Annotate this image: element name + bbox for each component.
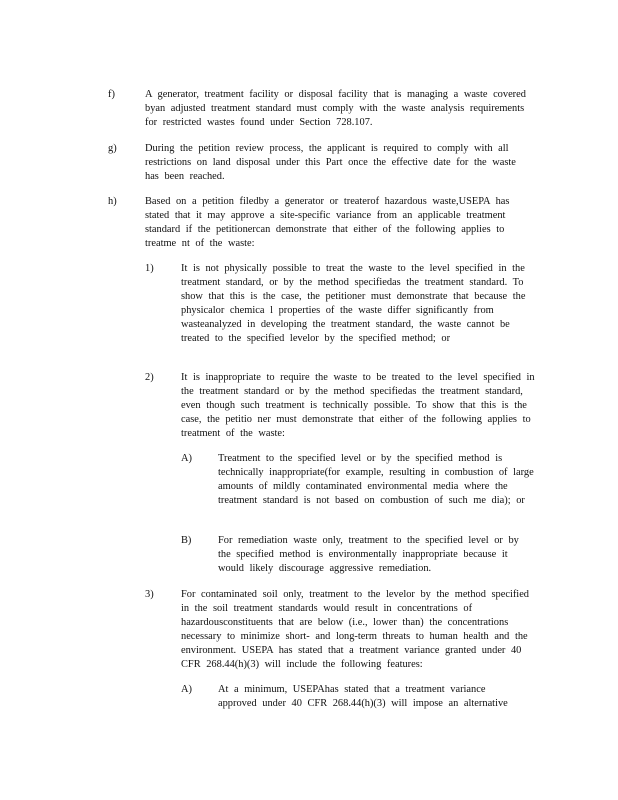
- paragraph-h-1-label: 1): [145, 263, 154, 274]
- paragraph-f-text: A generator, treatment facility or disposal facility that is managing a waste covered byan adjusted treatment standard must comply with the waste analysis requirements for restricted wastes found under Section 728.107.: [145, 89, 526, 128]
- paragraph-g-label: g): [108, 143, 117, 154]
- paragraph-f-label: f): [108, 89, 115, 100]
- paragraph-h-2-text: It is inappropriate to require the waste to be treated to the level specified in the treatment standard or by the method specifiedas the treatment standard, even though such treatment is technically possible. To show that this is the case, the petitio ner must demonstrate that either of the following applies to treatment of the waste:: [181, 372, 535, 439]
- paragraph-g-text: During the petition review process, the applicant is required to comply with all restrictions on land disposal under this Part once the effective date for the waste has been reached.: [145, 143, 516, 182]
- paragraph-h-1-text: It is not physically possible to treat the waste to the level specified in the treatment standard, or by the method specifiedas the treatment standard. To show that this is the case, the petitioner must demonstrate that because the physicalor chemica l properties of the waste differ significantly from wasteanalyzed in developing the treatment standard, the waste cannot be treated to the specified levelor by the specified method; or: [181, 263, 526, 344]
- paragraph-h-2-b-text: For remediation waste only, treatment to the specified level or by the specified method is environmentally inappropriate because it would likely discourage aggressive remediation.: [218, 535, 519, 574]
- paragraph-h-2-a-text: Treatment to the specified level or by the specified method is technically inappropriate(for example, resulting in combustion of large amounts of mildly contaminated environmental media where the treatment standard is not based on combustion of such me dia); or: [218, 453, 534, 506]
- paragraph-h-3-a-label: A): [181, 684, 192, 695]
- paragraph-h-text: Based on a petition filedby a generator or treaterof hazardous waste,USEPA has stated that it may approve a site-specific variance from an applicable treatment standard if the petitionercan demonstrate that either of the following applies to treatme nt of the waste:: [145, 196, 510, 249]
- paragraph-h-2-a-label: A): [181, 453, 192, 464]
- paragraph-h-2-label: 2): [145, 372, 154, 383]
- paragraph-h-2-b-label: B): [181, 535, 192, 546]
- paragraph-h-3-label: 3): [145, 589, 154, 600]
- paragraph-h-label: h): [108, 196, 117, 207]
- paragraph-h-3-a-text: At a minimum, USEPAhas stated that a treatment variance approved under 40 CFR 268.44(h)(3) will impose an alternative: [218, 684, 508, 709]
- paragraph-h-3-text: For contaminated soil only, treatment to the levelor by the method specified in the soil treatment standards would result in concentrations of hazardousconstituents that are below (i.e., lower than) the concentrations necessary to minimize short- and long-term threats to human health and the environment. USEPA has stated that a treatment variance granted under 40 CFR 268.44(h)(3) will include the following features:: [181, 589, 530, 670]
